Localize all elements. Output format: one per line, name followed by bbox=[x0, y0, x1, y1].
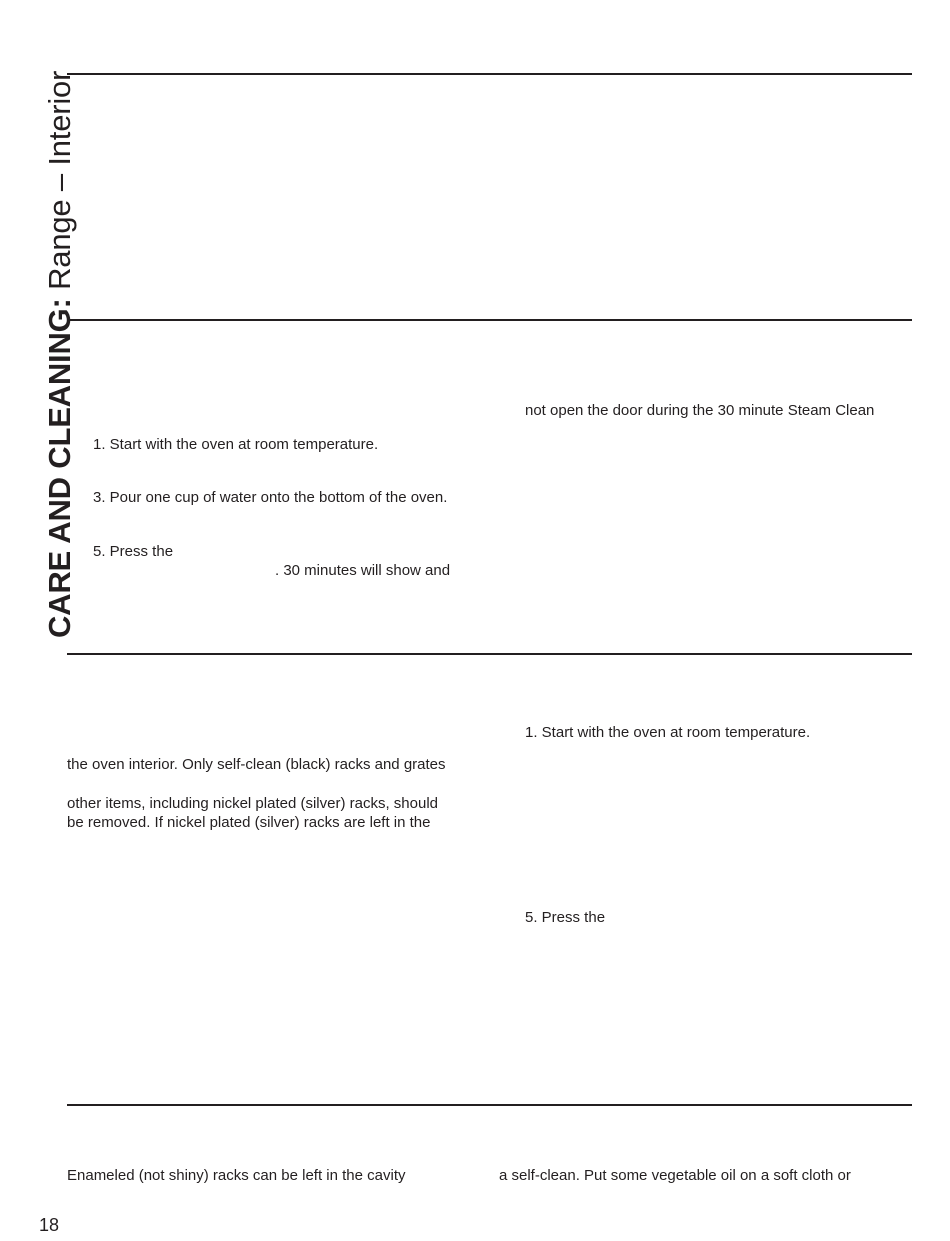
self-clean-step-5: 5. Press the bbox=[525, 909, 606, 926]
steam-clean-step-5-continued: . 30 minutes will show and bbox=[275, 562, 451, 579]
section-title-light: Range – Interior bbox=[42, 70, 77, 290]
steam-clean-step-3: 3. Pour one cup of water onto the bottom of the oven. bbox=[93, 489, 448, 506]
section-title bbox=[44, 71, 75, 638]
self-clean-left-text-3: be removed. If nickel plated (silver) racks are left in the bbox=[67, 814, 431, 831]
steam-clean-step-5: 5. Press the bbox=[93, 543, 174, 560]
steam-clean-right-text: not open the door during the 30 minute Steam Clean bbox=[525, 402, 875, 419]
page-number: 18 bbox=[39, 1215, 60, 1235]
racks-left-text: Enameled (not shiny) racks can be left in the cavity bbox=[67, 1167, 406, 1184]
section-divider-self-clean bbox=[67, 653, 912, 655]
self-clean-left-text-2: other items, including nickel plated (silver) racks, should bbox=[67, 795, 438, 812]
section-divider-racks bbox=[67, 1104, 912, 1106]
section-title-bold: CARE AND CLEANING: bbox=[42, 298, 77, 638]
racks-right-text: a self-clean. Put some vegetable oil on a soft cloth or bbox=[499, 1167, 851, 1184]
self-clean-left-text-1: the oven interior. Only self-clean (black) racks and grates bbox=[67, 756, 446, 773]
section-divider-steam-clean bbox=[67, 319, 912, 321]
section-divider-top bbox=[67, 73, 912, 75]
self-clean-step-1: 1. Start with the oven at room temperature. bbox=[525, 724, 811, 741]
steam-clean-step-1: 1. Start with the oven at room temperature. bbox=[93, 436, 379, 453]
